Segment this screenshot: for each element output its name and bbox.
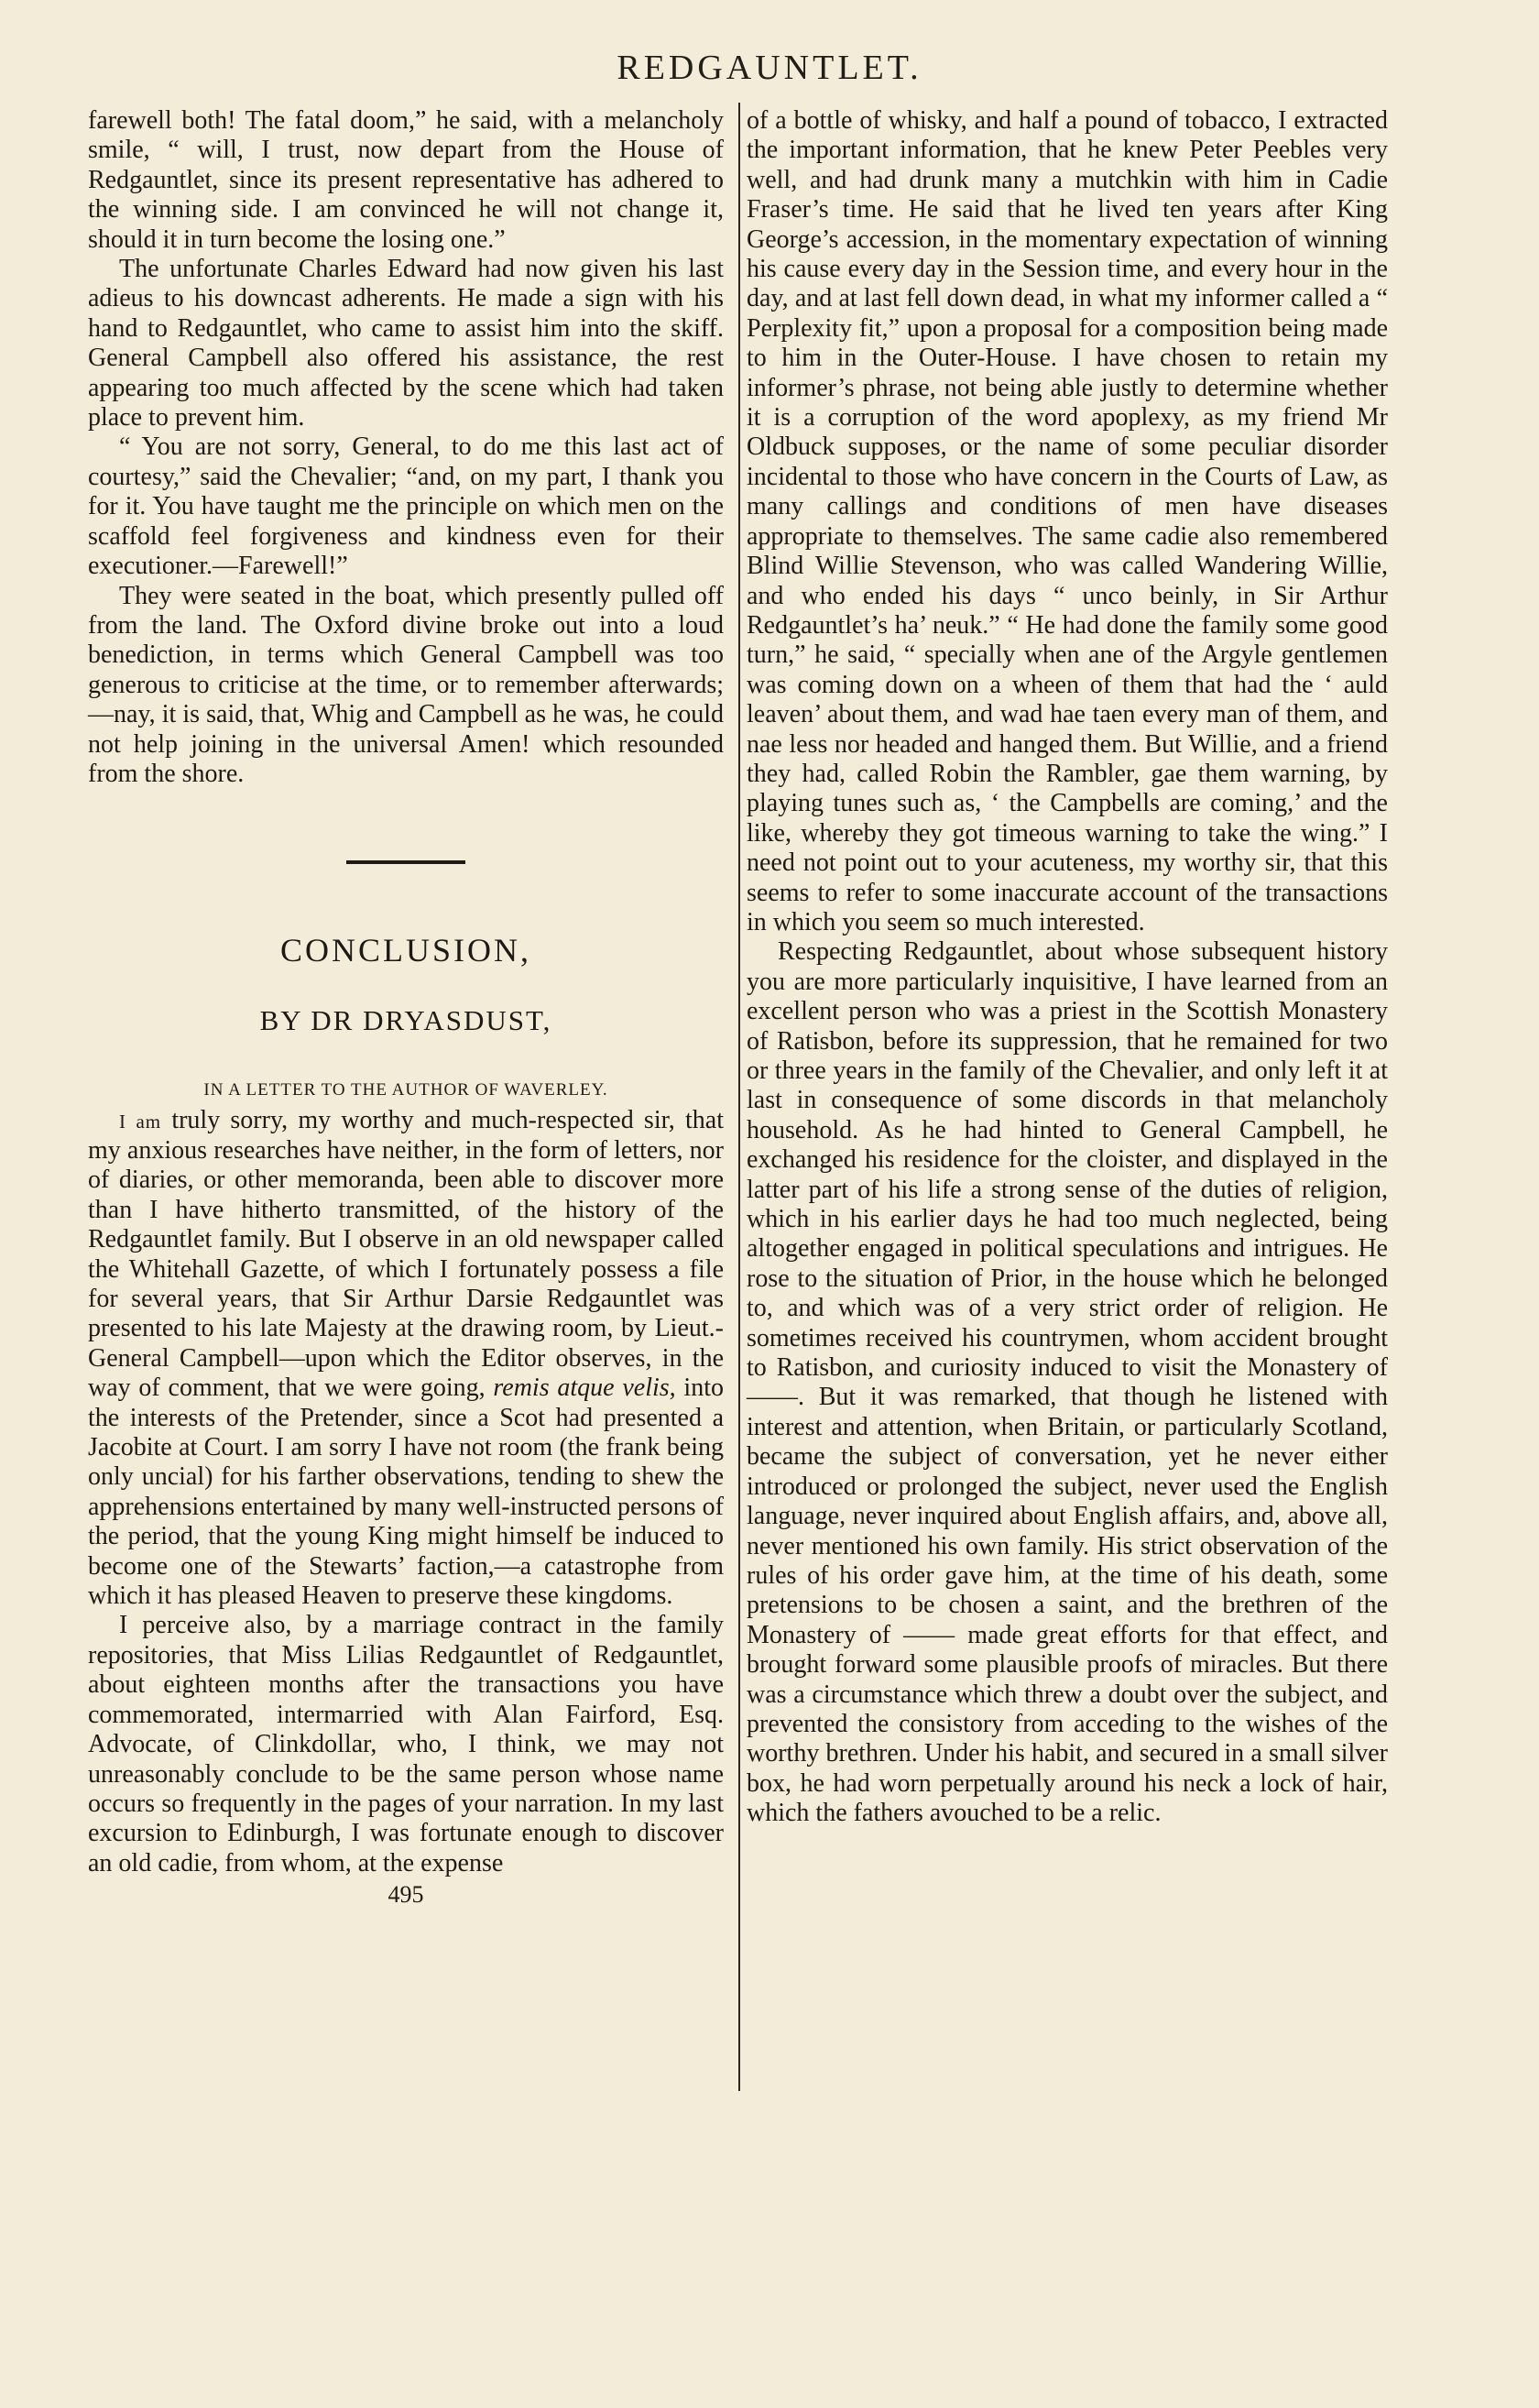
left-paragraph: They were seated in the boat, which presently pulled off from the land. The Oxford divine broke out into a loud benediction, in terms which General Campbell was too generous to criticise at the time, or to remember afterwards;—nay, it is said, that, Whig and Campbell as he was, he could not help joining in the universal Amen! which resounded from the shore. bbox=[88, 581, 724, 788]
right-column bbox=[747, 106, 1388, 1829]
latin-phrase: remis atque velis, bbox=[493, 1374, 676, 1403]
right-paragraph: of a bottle of whisky, and half a pound of tobacco, I extracted the important information, that he knew Peter Peebles very well, and had drunk many a mutchkin with him in Cadie Fraser’s time. He said that he lived ten years after King George’s accession, in the momentary expectation of winning his cause every day in the Session time, and every hour in the day, and at last fell down dead, in what my informer called a “ Perplexity fit,” upon a proposal for a composition being made to him in the Outer-House. I have chosen to retain my informer’s phrase, not being able justly to determine whether it is a corruption of the word apoplexy, as my friend Mr Oldbuck supposes, or the name of some peculiar disorder incidental to those who have concern in the Courts of Law, as many callings and conditions of men have diseases appropriate to themselves. The same cadie also remembered Blind Willie Stevenson, who was called Wandering Willie, and who ended his days “ unco beinly, in Sir Arthur Redgauntlet’s ha’ neuk.” “ He had done the family some good turn,” he said, “ specially when ane of the Argyle gentlemen was coming down on a wheen of them that had the ‘ auld leaven’ about them, and wad hae taen every man of them, and nae less nor headed and hanged them. But Willie, and a friend they had, called Robin the Rambler, gae them warning, by playing tunes such as, ‘ the Campbells are coming,’ and the like, whereby they got timeous warning to take the wing.” I need not point out to your acuteness, my worthy sir, that this seems to refer to some inaccurate account of the transactions in which you seem so much interested. bbox=[747, 106, 1388, 936]
letter-paragraph bbox=[88, 1106, 724, 1612]
running-head: REDGAUNTLET. bbox=[617, 49, 922, 87]
right-paragraph: Respecting Redgauntlet, about whose subsequent history you are more particularly inquisitive, I have learned from an excellent person who was a priest in the Scottish Monastery of Ratisbon, before its suppression, that he remained for two or three years in the family of the Chevalier, and only left it at last in consequence of some discords in that melancholy household. As he had hinted to General Campbell, he exchanged his residence for the cloister, and displayed in the latter part of his life a strong sense of the duties of religion, which in his earlier days he had too much neglected, being altogether engaged in political speculations and intrigues. He rose to the situation of Prior, in the house which he belonged to, and which was of a very strict order of religion. He sometimes received his countrymen, whom accident brought to Ratisbon, and curiosity induced to visit the Monastery of ——. But it was remarked, that though he listened with interest and attention, when Britain, or particularly Scotland, became the subject of conversation, yet he never either introduced or prolonged the subject, never used the English language, never inquired about English affairs, and, above all, never mentioned his own family. His strict observation of the rules of his order gave him, at the time of his death, some pretensions to be chosen a saint, and the brethren of the Monastery of —— made great efforts for that effect, and brought forward some plausible proofs of miracles. But there was a circumstance which threw a doubt over the subject, and prevented the consistory from acceding to the wishes of the worthy brethren. Under his habit, and secured in a small silver box, he had worn perpetually around his neck a lock of hair, which the fathers avouched to be a relic. bbox=[747, 937, 1388, 1828]
conclusion-title: CONCLUSION, bbox=[279, 932, 531, 969]
letter-text: truly sorry, my worthy and much-respected sir, that my anxious researches have neither, in the form of letters, nor of diaries, or other memoranda, been able to discover more than I have hitherto transmitted, of the history of the Redgauntlet family. But I observe in an old newspaper called the Whitehall Gazette, of which I fortunately possess a file for several years, that Sir Arthur Darsie Redgauntlet was presented to his late Majesty at the drawing room, by Lieut.-General Campbell—upon which the Editor observes, in the way of comment, that we were going, bbox=[88, 1105, 724, 1403]
letter-paragraph: I perceive also, by a marriage contract in the family repositories, that Miss Lilias Redgauntlet of Redgauntlet, about eighteen months after the transactions you have commemorated, intermarried with Alan Fairford, Esq. Advocate, of Clinkdollar, who, I think, we may not unreasonably conclude to be the same person whose name occurs so frequently in the pages of your narration. In my last excursion to Edinburgh, I was fortunate enough to discover an old cadie, from whom, at the expense bbox=[88, 1611, 724, 1877]
page-number: 495 bbox=[387, 1881, 424, 1909]
left-paragraph: The unfortunate Charles Edward had now given his last adieus to his downcast adherents. He made a sign with his hand to Redgauntlet, who came to assist him into the skiff. General Campbell also offered his assistance, the rest appearing too much affected by the scene which had taken place to prevent him. bbox=[88, 255, 724, 432]
conclusion-byline: BY DR DRYASDUST, bbox=[259, 1003, 552, 1036]
column-rule bbox=[738, 103, 740, 2091]
letter-smallcaps-opening: I am bbox=[119, 1110, 162, 1133]
left-column bbox=[88, 106, 724, 1910]
section-divider bbox=[346, 860, 465, 864]
letter-text: into the interests of the Pretender, since a Scot had presented a Jacobite at Court. I am sorry I have not room (the frank being only uncial) for his farther observations, tending to shew the apprehensions entertained by many well-instructed persons of the period, that the young King might himself be induced to become one of the Stewarts’ faction,—a catastrophe from which it has pleased Heaven to preserve these kingdoms. bbox=[88, 1374, 724, 1611]
conclusion-subtitle: IN A LETTER TO THE AUTHOR OF WAVERLEY. bbox=[203, 1080, 608, 1100]
left-paragraph: “ You are not sorry, General, to do me this last act of courtesy,” said the Chevalier; “and, on my part, I thank you for it. You have taught me the principle on which men on the scaffold feel forgiveness and kindness even for their executioner.—Farewell!” bbox=[88, 432, 724, 581]
left-paragraph: farewell both! The fatal doom,” he said, with a melancholy smile, “ will, I trust, now depart from the House of Redgauntlet, since its present representative has adhered to the winning side. I am convinced he will not change it, should it in turn become the losing one.” bbox=[88, 106, 724, 254]
